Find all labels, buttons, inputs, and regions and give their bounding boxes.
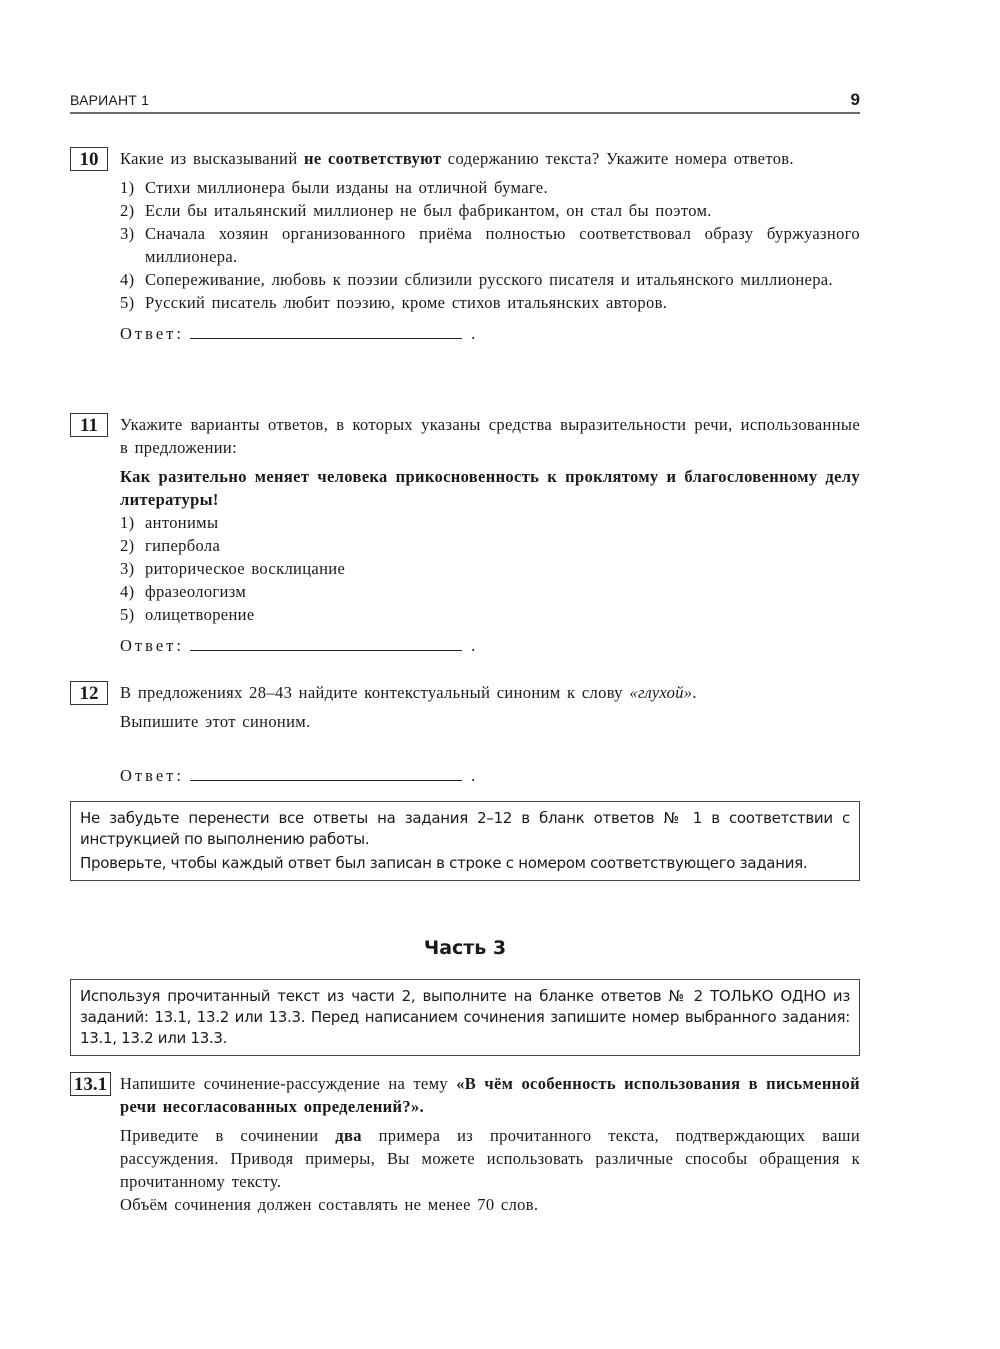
prompt-text: содержанию текста? Укажите номера ответов. <box>441 149 794 168</box>
target-word: «глухой» <box>629 683 693 702</box>
task-prompt: Укажите варианты ответов, в которых указаны средства выразительности речи, использованные в предложении: <box>120 415 860 457</box>
prompt-emphasis: не соответствуют <box>304 149 442 168</box>
option-text: Сначала хозяин организованного приёма полностью соответствовал образу буржуазного миллионера. <box>145 224 860 266</box>
prompt-text: Приведите в сочинении <box>120 1126 336 1145</box>
option-item <box>120 268 860 291</box>
task-number-box: 10 <box>70 147 108 171</box>
answer-field[interactable] <box>190 634 462 651</box>
quoted-sentence: Как разительно меняет человека прикосновенность к проклятому и благословенному делу литературы! <box>120 467 860 509</box>
task-requirement: Объём сочинения должен составлять не менее 70 слов. <box>120 1195 539 1214</box>
option-item <box>120 176 860 199</box>
task-10 <box>70 147 860 345</box>
prompt-text: примера из прочитанного текста, подтверждающих ваши рассуждения. Приводя примеры, Вы можете использовать различные способы обращения к прочитанному тексту. <box>120 1126 861 1191</box>
option-number: 2) <box>120 201 135 220</box>
task-13-1 <box>70 1072 860 1216</box>
notice-line: Не забудьте перенести все ответы на задания 2–12 в бланк ответов № 1 в соответствии с инструкцией по выполнению работы. <box>80 809 850 848</box>
option-text: олицетворение <box>145 605 255 624</box>
answer-label: Ответ: <box>120 636 184 655</box>
option-item <box>120 534 860 557</box>
options-list <box>120 176 860 314</box>
answer-period: . <box>461 324 479 343</box>
answer-row <box>120 322 860 345</box>
option-number: 5) <box>120 293 135 312</box>
prompt-text: Напишите сочинение-рассуждение на тему <box>120 1074 457 1093</box>
answer-field[interactable] <box>190 322 462 339</box>
option-item <box>120 222 860 268</box>
notice-line: Проверьте, чтобы каждый ответ был записан в строке с номером соответствующего задания. <box>80 854 808 872</box>
options-list <box>120 511 860 626</box>
prompt-text: . <box>692 683 697 702</box>
option-item <box>120 511 860 534</box>
variant-label: ВАРИАНТ 1 <box>70 92 150 108</box>
task-number-box: 11 <box>70 413 108 437</box>
prompt-text: В предложениях 28–43 найдите контекстуальный синоним к слову <box>120 683 630 702</box>
task-body <box>120 1072 860 1216</box>
task-11 <box>70 413 860 657</box>
option-text: антонимы <box>145 513 219 532</box>
answer-period: . <box>461 766 479 785</box>
prompt-emphasis: два <box>335 1126 362 1145</box>
part3-instruction-box <box>70 979 860 1056</box>
task-prompt <box>120 681 860 704</box>
task-number-box: 12 <box>70 681 108 705</box>
answer-field[interactable] <box>190 764 462 781</box>
option-text: Русский писатель любит поэзию, кроме стихов итальянских авторов. <box>145 293 668 312</box>
answer-period: . <box>461 636 479 655</box>
task-body <box>120 681 860 787</box>
answer-label: Ответ: <box>120 766 184 785</box>
page-header <box>70 90 860 114</box>
task-prompt <box>120 1072 860 1118</box>
option-item <box>120 603 860 626</box>
task-instruction <box>120 1124 860 1193</box>
option-item <box>120 291 860 314</box>
answer-row <box>120 764 860 787</box>
instruction-text: Используя прочитанный текст из части 2, выполните на бланке ответов № 2 ТОЛЬКО ОДНО из заданий: 13.1, 13.2 или 13.3. Перед написанием сочинения запишите номер выбранного задания: 13.1, 13.2 или 13.3. <box>80 987 850 1047</box>
option-number: 1) <box>120 513 135 532</box>
task-prompt <box>120 147 860 170</box>
task-body <box>120 413 860 657</box>
option-number: 4) <box>120 582 135 601</box>
option-text: фразеологизм <box>145 582 247 601</box>
option-number: 1) <box>120 178 135 197</box>
option-number: 5) <box>120 605 135 624</box>
option-text: риторическое восклицание <box>145 559 346 578</box>
option-item <box>120 199 860 222</box>
transfer-notice-box <box>70 801 860 881</box>
option-number: 3) <box>120 559 135 578</box>
option-text: гипербола <box>145 536 221 555</box>
option-number: 4) <box>120 270 135 289</box>
prompt-text: Какие из высказываний <box>120 149 304 168</box>
task-12 <box>70 681 860 787</box>
essay-topic: «В чём особенность использования в письменной речи несогласованных определений?». <box>120 1074 860 1116</box>
page-number: 9 <box>850 90 860 109</box>
section-title: Часть 3 <box>423 937 507 959</box>
task-number-box: 13.1 <box>70 1072 111 1096</box>
option-item <box>120 580 860 603</box>
option-text: Если бы итальянский миллионер не был фабрикантом, он стал бы поэтом. <box>145 201 712 220</box>
option-number: 3) <box>120 224 135 243</box>
answer-row <box>120 634 860 657</box>
answer-label: Ответ: <box>120 324 184 343</box>
task-body <box>120 147 860 345</box>
option-text: Стихи миллионера были изданы на отличной бумаге. <box>145 178 548 197</box>
option-item <box>120 557 860 580</box>
option-number: 2) <box>120 536 135 555</box>
task-instruction: Выпишите этот синоним. <box>120 712 311 731</box>
option-text: Сопереживание, любовь к поэзии сблизили русского писателя и итальянского миллионера. <box>145 270 833 289</box>
